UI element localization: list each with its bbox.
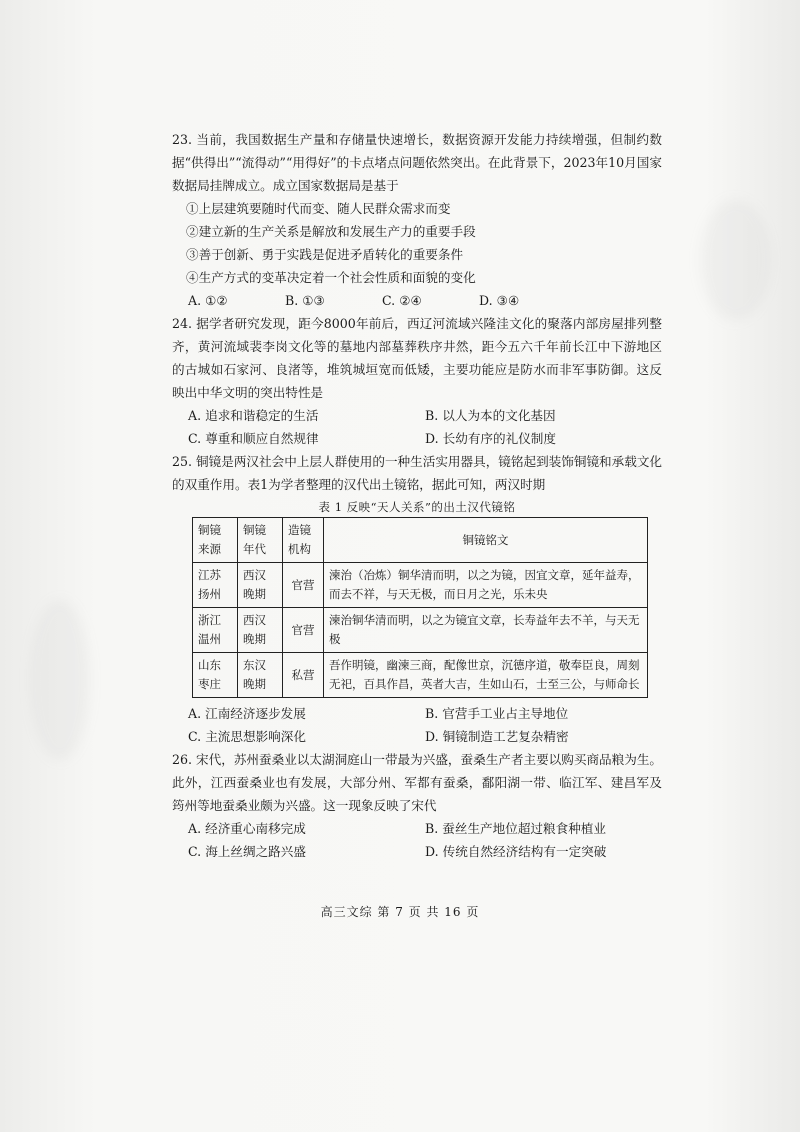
question-24-options-row-1 [172, 404, 662, 427]
scan-smudge [700, 200, 770, 320]
option-a[interactable]: A. 江南经济逐步发展 [188, 706, 306, 721]
table-row [193, 653, 648, 698]
option-a[interactable]: A. ①② [188, 293, 228, 308]
option-d[interactable]: D. 铜镜制造工艺复杂精密 [425, 729, 569, 744]
statement-1: ①上层建筑要随时代而变、随人民群众需求而变 [186, 201, 451, 216]
statement-3: ③善于创新、勇于实践是促进矛盾转化的重要条件 [186, 247, 464, 262]
question-26 [172, 748, 662, 863]
question-23-options [172, 289, 662, 312]
cell-inscription: 湅治铜华清而明，以之为镜宜文章，长寿益年去不羊，与天无极 [324, 608, 648, 653]
question-26-stem: 26. 宋代，苏州蚕桑业以太湖洞庭山一带最为兴盛，蚕桑生产者主要以购买商品粮为生。此外，江西蚕桑业也有发展，大部分州、军都有蚕桑，鄱阳湖一带、临江军、建昌军及筠州等地蚕桑业颇为兴盛。这一现象反映了宋代 [172, 752, 663, 813]
option-d[interactable]: D. ③④ [479, 293, 520, 308]
option-b[interactable]: B. 以人为本的文化基因 [425, 408, 556, 423]
questions-block [172, 128, 662, 863]
header-maker: 造镜机构 [283, 518, 324, 563]
cell-maker: 私营 [283, 653, 324, 698]
option-b[interactable]: B. 蚕丝生产地位超过粮食种植业 [425, 821, 606, 836]
mirror-inscription-table [192, 517, 648, 698]
header-source: 铜镜来源 [193, 518, 238, 563]
question-24 [172, 312, 662, 450]
question-24-stem: 24. 据学者研究发现，距今8000年前后，西辽河流域兴隆洼文化的聚落内部房屋排列整齐，黄河流域裴李岗文化等的墓地内部墓葬秩序井然，距今五六千年前长江中下游地区的古城如石家河、良渚等，堆筑城垣宽而低矮，主要功能应是防水而非军事防御。这反映出中华文明的突出特性是 [172, 316, 662, 400]
option-c[interactable]: C. ②④ [382, 293, 422, 308]
cell-maker: 官营 [283, 608, 324, 653]
option-c[interactable]: C. 尊重和顺应自然规律 [188, 431, 319, 446]
cell-source: 浙江温州 [193, 608, 238, 653]
question-26-options-row-1 [172, 817, 662, 840]
question-25 [172, 450, 662, 748]
option-d[interactable]: D. 长幼有序的礼仪制度 [425, 431, 556, 446]
cell-era: 西汉晚期 [238, 563, 283, 608]
option-b[interactable]: B. ①③ [285, 293, 325, 308]
statement-2: ②建立新的生产关系是解放和发展生产力的重要手段 [186, 224, 476, 239]
option-a[interactable]: A. 追求和谐稳定的生活 [188, 408, 319, 423]
question-23-stem: 23. 当前，我国数据生产量和存储量快速增长，数据资源开发能力持续增强，但制约数据“供得出”“流得动”“用得好”的卡点堵点问题依然突出。在此背景下，2023年10月国家数据局挂牌成立。成立国家数据局是基于 [172, 132, 662, 193]
table-caption: 表 1 反映“天人关系”的出土汉代镜铭 [318, 500, 516, 514]
question-25-options-row-1 [172, 702, 662, 725]
question-23 [172, 128, 662, 312]
cell-maker: 官营 [283, 563, 324, 608]
header-era: 铜镜年代 [238, 518, 283, 563]
cell-era: 东汉晚期 [238, 653, 283, 698]
option-c[interactable]: C. 海上丝绸之路兴盛 [188, 844, 306, 859]
question-24-options-row-2 [172, 427, 662, 450]
question-26-options-row-2 [172, 840, 662, 863]
option-b[interactable]: B. 官营手工业占主导地位 [425, 706, 569, 721]
cell-era: 西汉晚期 [238, 608, 283, 653]
table-row [193, 608, 648, 653]
option-d[interactable]: D. 传统自然经济结构有一定突破 [425, 844, 607, 859]
scan-smudge [30, 600, 90, 760]
option-c[interactable]: C. 主流思想影响深化 [188, 729, 306, 744]
page-footer: 高三文综 第 7 页 共 16 页 [320, 905, 480, 919]
table-row [193, 563, 648, 608]
cell-inscription: 湅治（冶炼）铜华清而明，以之为镜，因宜文章，延年益寿，而去不祥，与天无极，而日月之光，乐未央 [324, 563, 648, 608]
question-25-options-row-2 [172, 725, 662, 748]
cell-inscription: 吾作明镜，幽湅三商，配像世京，沉德序道，敬奉臣良，周刻无祀，百具作昌，英者大吉，生如山石，士至三公，与师命长 [324, 653, 648, 698]
cell-source: 江苏扬州 [193, 563, 238, 608]
table-header-row [193, 518, 648, 563]
cell-source: 山东枣庄 [193, 653, 238, 698]
statement-4: ④生产方式的变革决定着一个社会性质和面貌的变化 [186, 270, 476, 285]
option-a[interactable]: A. 经济重心南移完成 [188, 821, 306, 836]
header-inscription: 铜镜铭文 [324, 518, 648, 563]
question-25-stem: 25. 铜镜是两汉社会中上层人群使用的一种生活实用器具，镜铭起到装饰铜镜和承载文化的双重作用。表1为学者整理的汉代出土镜铭，据此可知，两汉时期 [172, 454, 663, 492]
